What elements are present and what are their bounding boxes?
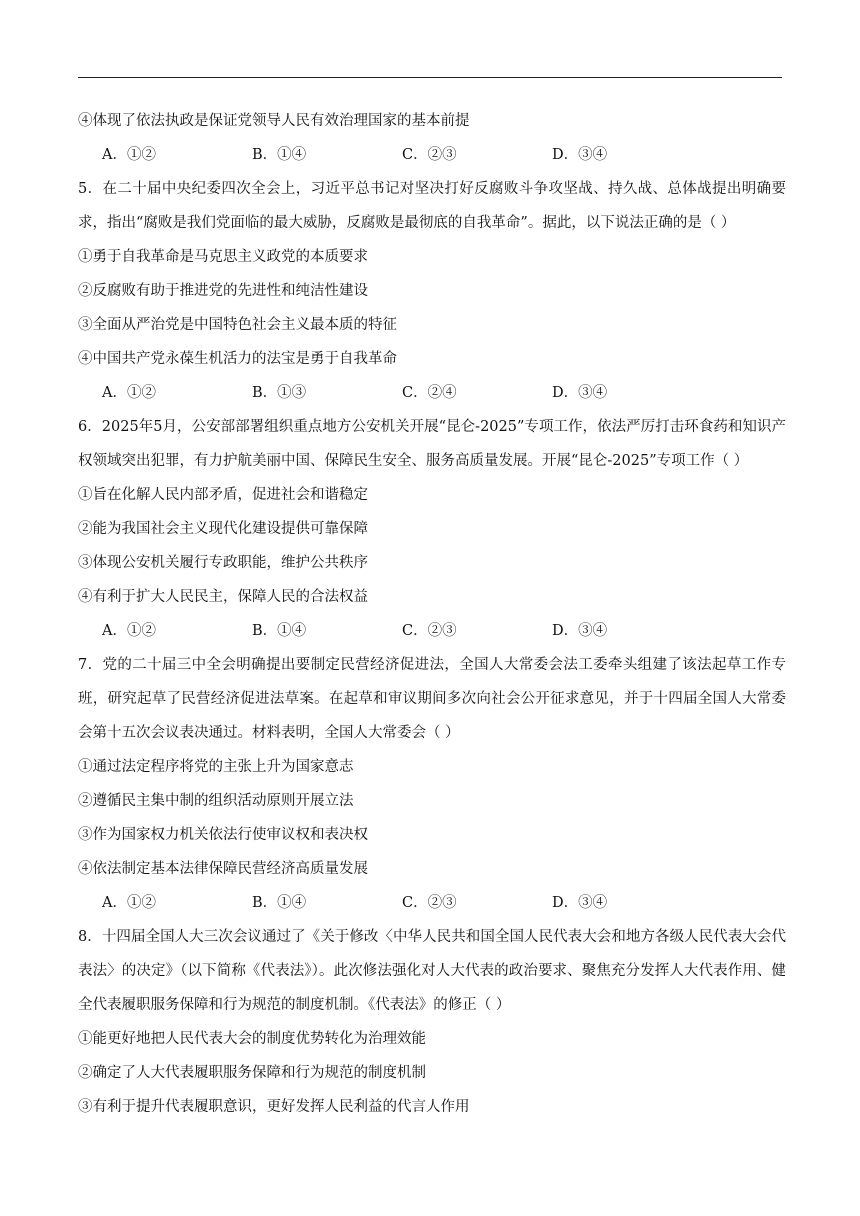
- option-a: A．①②: [102, 385, 156, 401]
- option-a: A．①②: [102, 623, 156, 639]
- option-d: D．③④: [552, 385, 608, 401]
- option-b: B．①③: [252, 385, 307, 401]
- option-d: D．③④: [552, 147, 608, 163]
- statement: ③体现公安机关履行专政职能，维护公共秩序: [78, 555, 368, 571]
- question-stem: 8．十四届全国人大三次会议通过了《关于修改〈中华人民共和国全国人民代表大会和地方各级人民代表大会代表法〉的决定》（以下简称《代表法》）。此次修法强化对人大代表的政治要求、聚焦充分发挥人大代表作用、健全代表履职服务保障和行为规范的制度机制。《代表法》的修正（ ）: [78, 929, 786, 1013]
- statement: ③作为国家权力机关依法行使审议权和表决权: [78, 827, 368, 843]
- question-stem: 6．2025年5月，公安部部署组织重点地方公安机关开展“昆仑-2025”专项工作，依法严厉打击环食药和知识产权领域突出犯罪，有力护航美丽中国、保障民生安全、服务高质量发展。开展“昆仑-2025”专项工作（ ）: [78, 419, 786, 469]
- option-d: D．③④: [552, 623, 608, 639]
- question-block: [78, 920, 786, 1124]
- statement: ①能更好地把人民代表大会的制度优势转化为治理效能: [78, 1031, 426, 1047]
- option-b: B．①④: [252, 623, 307, 639]
- statement: ④中国共产党永葆生机活力的法宝是勇于自我革命: [78, 351, 397, 367]
- statement: ②反腐败有助于推进党的先进性和纯洁性建设: [78, 283, 368, 299]
- option-a: A．①②: [102, 147, 156, 163]
- option-c: C．②④: [402, 385, 457, 401]
- question-stem: 5．在二十届中央纪委四次全会上，习近平总书记对坚决打好反腐败斗争攻坚战、持久战、总体战提出明确要求，指出“腐败是我们党面临的最大威胁，反腐败是最彻底的自我革命”。据此，以下说法正确的是（ ）: [78, 181, 786, 231]
- option-b: B．①④: [252, 895, 307, 911]
- question-block: [78, 648, 786, 920]
- statement: ④依法制定基本法律保障民营经济高质量发展: [78, 861, 368, 877]
- statement: ①通过法定程序将党的主张上升为国家意志: [78, 759, 354, 775]
- statement: ①旨在化解人民内部矛盾，促进社会和谐稳定: [78, 487, 368, 503]
- statement: ②确定了人大代表履职服务保障和行为规范的制度机制: [78, 1065, 426, 1081]
- option-c: C．②③: [402, 623, 457, 639]
- statement: ①勇于自我革命是马克思主义政党的本质要求: [78, 249, 368, 265]
- answer-options: [78, 138, 786, 172]
- question-block: [78, 172, 786, 410]
- answer-options: [78, 614, 786, 648]
- statement: ③有利于提升代表履职意识，更好发挥人民利益的代言人作用: [78, 1099, 470, 1115]
- question-stem: 7．党的二十届三中全会明确提出要制定民营经济促进法，全国人大常委会法工委牵头组建了该法起草工作专班，研究起草了民营经济促进法草案。在起草和审议期间多次向社会公开征求意见，并于十四届全国人大常委会第十五次会议表决通过。材料表明，全国人大常委会（ ）: [78, 657, 786, 741]
- option-c: C．②③: [402, 895, 457, 911]
- question-block: [78, 410, 786, 648]
- answer-options: [78, 886, 786, 920]
- statement: ④有利于扩大人民民主，保障人民的合法权益: [78, 589, 368, 605]
- statement: ②能为我国社会主义现代化建设提供可靠保障: [78, 521, 368, 537]
- question-list: [78, 104, 786, 1124]
- statement: ③全面从严治党是中国特色社会主义最本质的特征: [78, 317, 397, 333]
- option-d: D．③④: [552, 895, 608, 911]
- statement: ②遵循民主集中制的组织活动原则开展立法: [78, 793, 354, 809]
- header-rule: [78, 77, 782, 78]
- option-c: C．②③: [402, 147, 457, 163]
- answer-options: [78, 376, 786, 410]
- option-b: B．①④: [252, 147, 307, 163]
- statement: ④体现了依法执政是保证党领导人民有效治理国家的基本前提: [78, 113, 470, 129]
- option-a: A．①②: [102, 895, 156, 911]
